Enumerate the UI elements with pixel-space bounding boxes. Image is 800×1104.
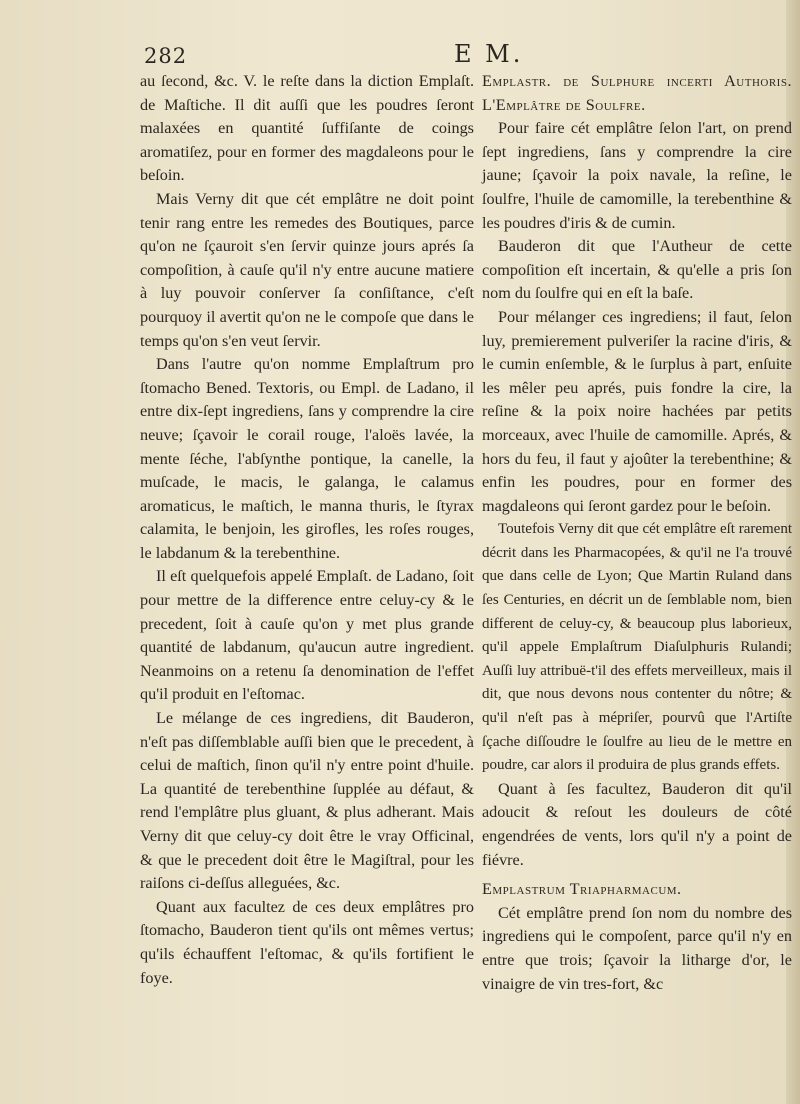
page-number: 282: [144, 44, 188, 68]
paragraph: Dans l'autre qu'on nomme Emplaſtrum pro ſtomacho Bened. Textoris, ou Empl. de Ladano, il entre dix-ſept ingrediens, ſans y comprendre la cire neuve; ſçavoir le corail rouge, l'aloës lavée, la mente ſéche, l'abſynthe pontique, la canelle, la muſcade, le macis, le galanga, le calamus aromaticus, le maſtich, le manna thuris, le ſtyrax calamita, le benjoin, les girofles, les roſes rouges, le labdanum & la terebenthine.: [140, 355, 474, 562]
paragraph: Le mélange de ces ingrediens, dit Bauderon, n'eſt pas diſſemblable auſſi bien que le precedent, à celui de maſtich, ſinon qu'il n'y entre point d'huile. La quantité de terebenthine ſupplée au défaut, & rend l'emplâtre plus gluant, & plus adherant. Mais Verny dit que celuy-cy doit être le vray Officinal, & que le precedent doit être le Magiſtral, pour les raiſons ci-deſſus alleguées, &c.: [140, 709, 474, 893]
paragraph: Il eſt quelquefois appelé Emplaſt. de Ladano, ſoit pour mettre de la difference entre celuy-cy & le precedent, ſoit à cauſe qu'on y met plus grande quantité de labdanum, qu'aucun autre ingredient. Neanmoins on a retenu ſa denomination de l'effet qu'il produit en l'eſtomac.: [140, 567, 474, 704]
paragraph: Mais Verny dit que cét emplâtre ne doit point tenir rang entre les remedes des Boutiques, parce qu'on ne ſçauroit s'en ſervir quinze jours aprés ſa compoſition, à cauſe qu'il n'y entre aucune matiere à luy pouvoir conſerver ſa conſiſtance, c'eſt pourquoy il avertit qu'on ne le compoſe que dans le temps qu'on s'en veut ſervir.: [140, 189, 474, 350]
paragraph: Quant à ſes facultez, Bauderon dit qu'il adoucit & reſout les douleurs de côté engendrées de vents, lors qu'il n'y a point de fiévre.: [482, 779, 792, 869]
paragraph: Quant aux facultez de ces deux emplâtres pro ſtomacho, Bauderon tient qu'ils ont mêmes vertus; qu'ils échauffent l'eſtomac, & qu'ils fortifient le foye.: [140, 897, 474, 987]
right-column: [482, 70, 792, 996]
running-head: E M.: [454, 40, 524, 68]
paragraph: Pour mélanger ces ingrediens; il faut, ſelon luy, premierement pulveriſer la racine d'iris, & le cumin enſemble, & le ſurplus à part, enſuite les mêler peu aprés, puis fondre la cire, la reſine & la poix noire hachées par petits morceaux, avec l'huile de camomille. Aprés, & hors du feu, il faut y ajoûter la terebenthine; & enfin les poudres, pour en former des magdaleons qui ſeront gardez pour le beſoin.: [482, 307, 792, 515]
section-heading: Emplastrum Triapharmacum.: [482, 880, 682, 899]
paragraph: Toutefois Verny dit que cét emplâtre eſt rarement décrit dans les Pharmacopées, & qu'il ne l'a trouvé que dans celle de Lyon; Que Martin Ruland dans ſes Centuries, en décrit un de ſemblable nom, bien different de celuy-cy, & beaucoup plus laborieux, qu'il appele Emplaſtrum Diaſulphuris Rulandi; Auſſi luy attribuë-t'il des effets merveilleux, mais il dit, que nous devons nous contenter du nôtre; & qu'il n'eſt pas à mépriſer, pourvû que l'Artiſte ſçache diſſoudre le ſoulfre au lieu de le mettre en poudre, car alors il produira de plus grands effets.: [482, 521, 792, 774]
paragraph: Cét emplâtre prend ſon nom du nombre des ingrediens qui le compoſent, parce qu'il n'y en entre que trois; ſçavoir la litharge d'or, le vinaigre de vin tres-fort, &c: [482, 903, 792, 993]
paragraph: Pour faire cét emplâtre ſelon l'art, on prend ſept ingrediens, ſans y comprendre la cire jaune; ſçavoir la poix navale, la reſine, le ſoulfre, l'huile de camomille, la terebenthine & les poudres d'iris & de cumin.: [482, 119, 792, 232]
paragraph: Bauderon dit que l'Autheur de cette compoſition eſt incertain, & qu'elle a pris ſon nom du ſoulfre qui en eſt la baſe.: [482, 237, 792, 303]
left-column: [140, 70, 474, 990]
paragraph: au ſecond, &c. V. le reſte dans la diction Emplaſt. de Maſtiche. Il dit auſſi que les poudres ſeront malaxées en quantité ſuffiſante de coings aromatiſez, pour en former des magdaleons pour le beſoin.: [140, 72, 474, 185]
section-heading: Emplastr. de Sulphure incerti Authoris. L'Emplâtre de Soulfre.: [482, 72, 792, 114]
